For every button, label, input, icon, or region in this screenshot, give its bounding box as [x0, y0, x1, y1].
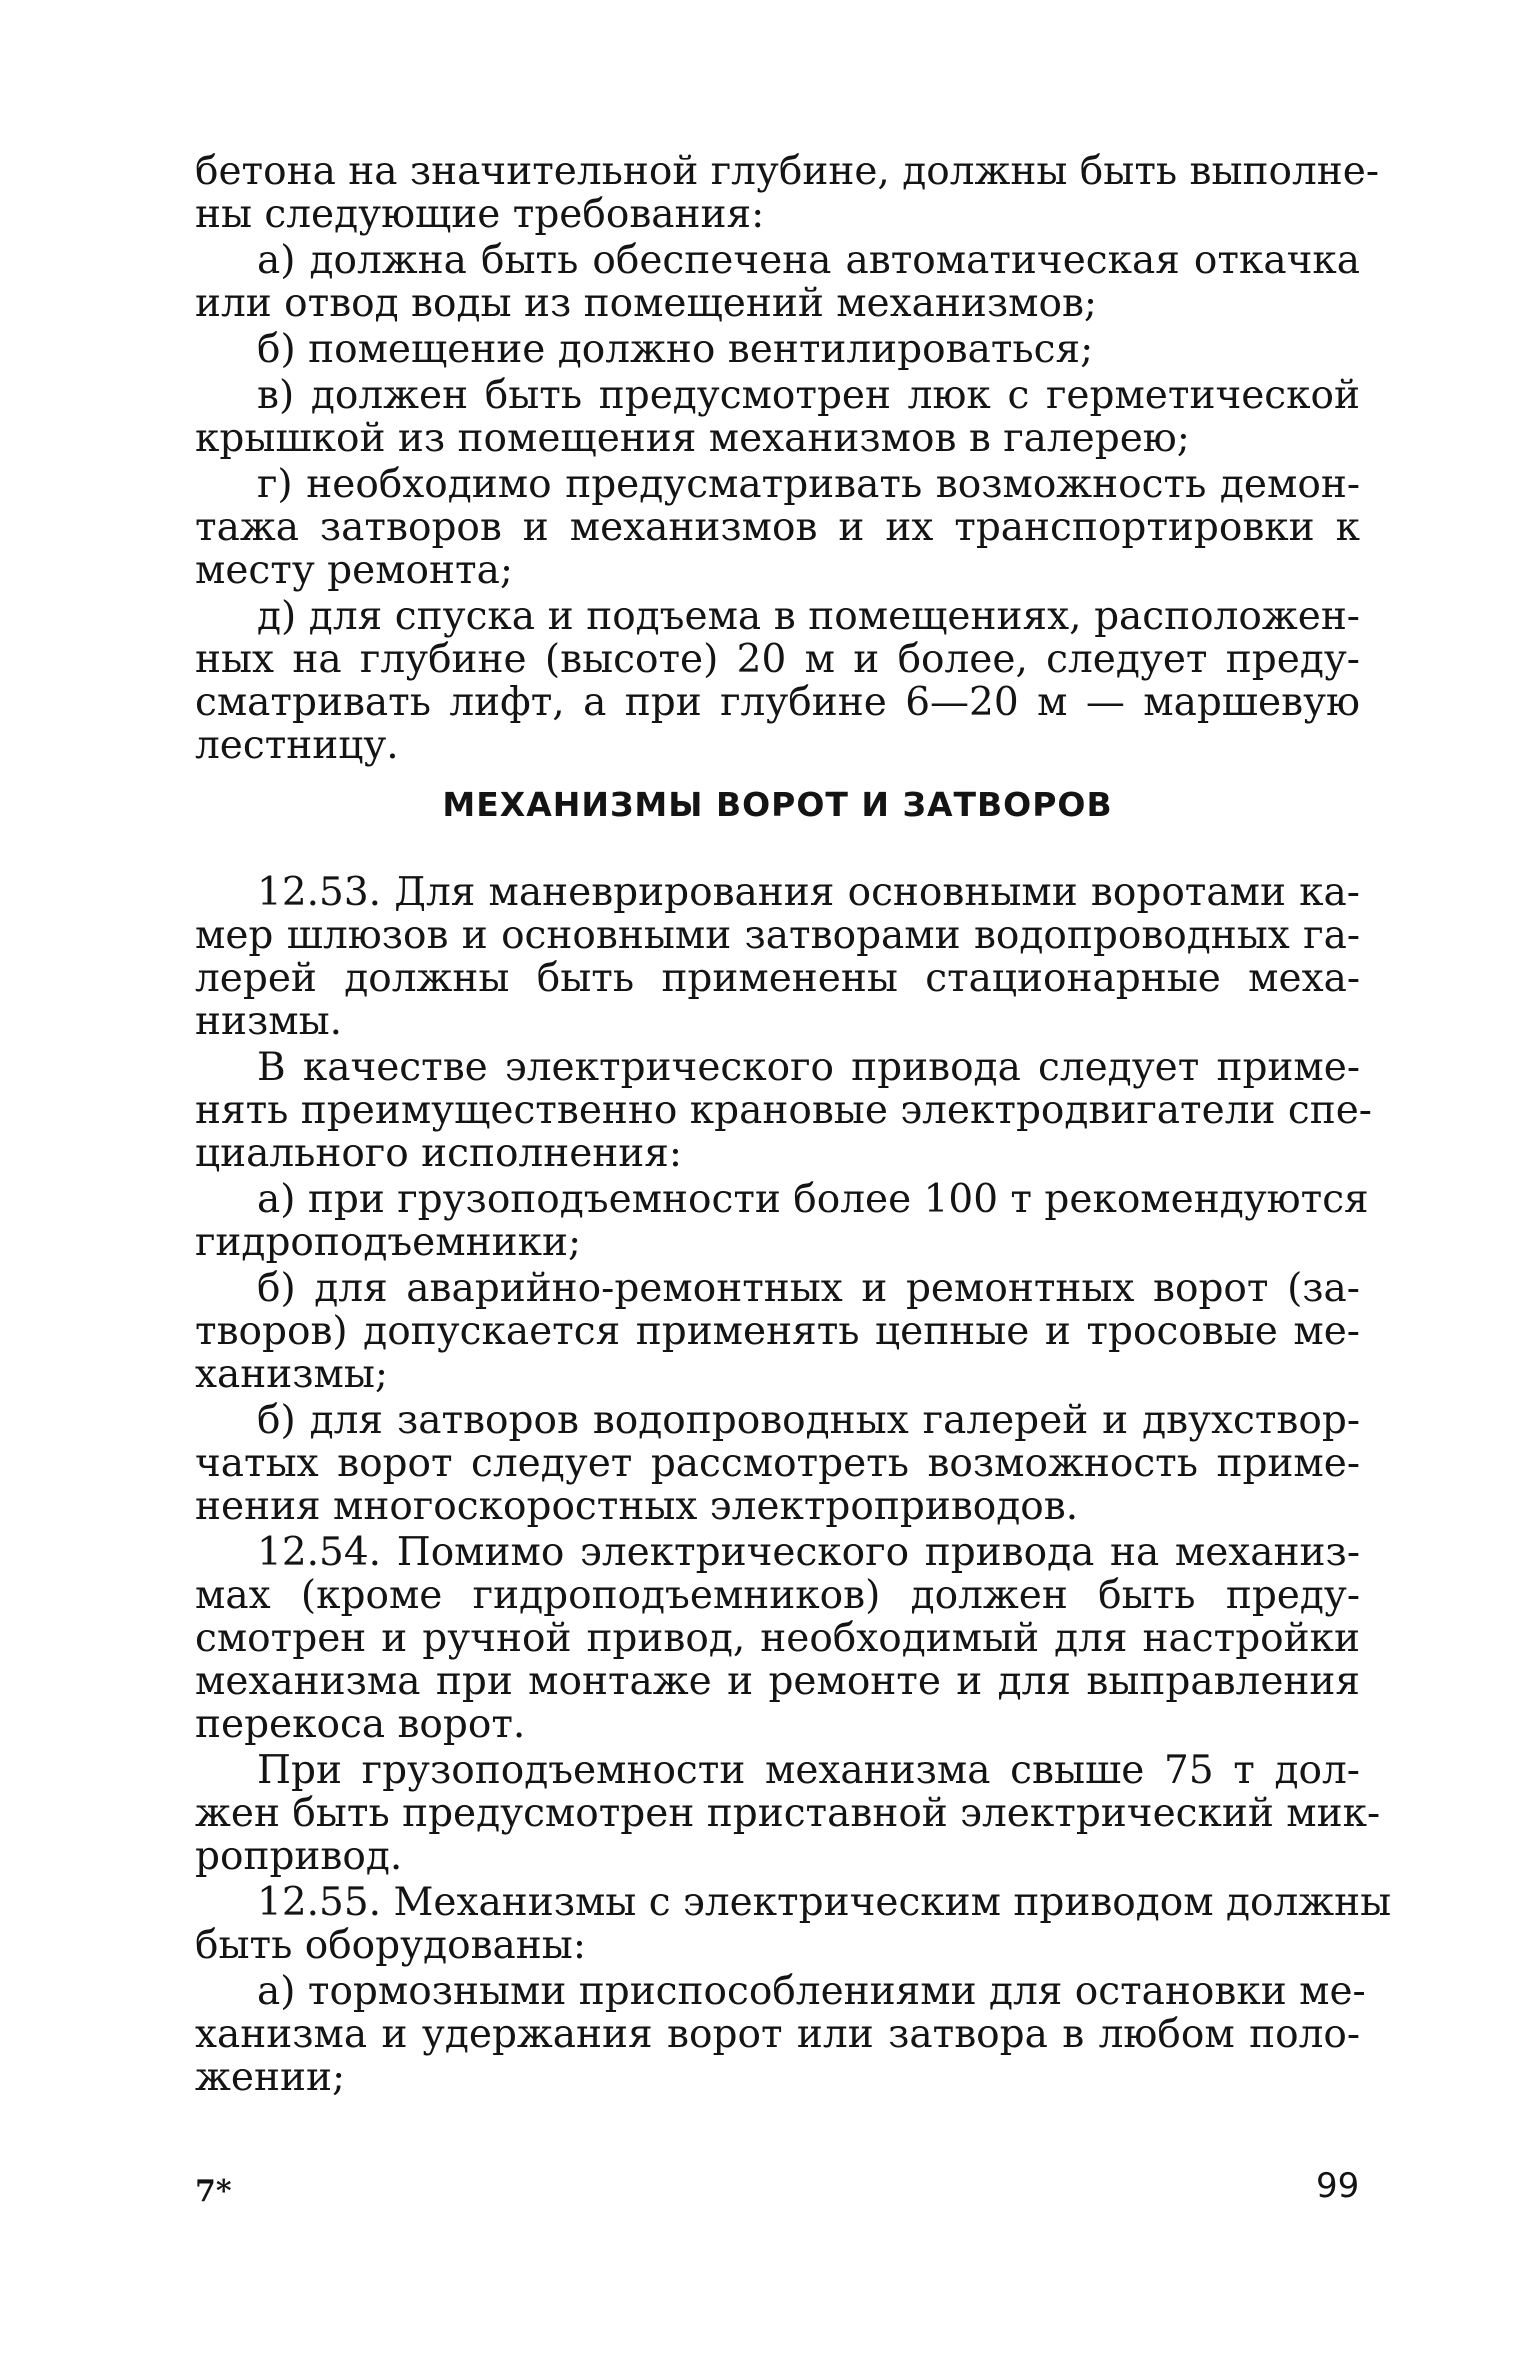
text-line: ны следующие требования:	[195, 192, 765, 237]
text-line: низмы.	[195, 999, 343, 1044]
drive-item-b1	[195, 1267, 1360, 1396]
clause-12-53	[195, 871, 1360, 1043]
text-line: При грузоподъемности механизма свыше 75 т дол-	[257, 1748, 1360, 1793]
text-line: перекоса ворот.	[195, 1702, 526, 1747]
intro-paragraph	[195, 149, 1380, 237]
signature-mark: 7*	[195, 2174, 232, 2209]
text-line: лерей должны быть применены стационарные меха-	[195, 956, 1360, 1001]
text-column	[195, 149, 1392, 2102]
equipment-item-a	[195, 1969, 1366, 2100]
text-line: мах (кроме гидроподъемников) должен быть преду-	[195, 1573, 1360, 1618]
drive-item-b2	[195, 1399, 1360, 1528]
text-line: механизма при монтаже и ремонте и для выправления	[195, 1659, 1360, 1704]
text-line: мер шлюзов и основными затворами водопроводных га-	[195, 913, 1360, 958]
text-line: нять преимущественно крановые электродвигатели спе-	[195, 1088, 1372, 1133]
text-line: тажа затворов и механизмов и их транспортировки к	[195, 505, 1360, 550]
text-line: а) тормозными приспособлениями для остановки ме-	[257, 1969, 1366, 2014]
text-line: д) для спуска и подъема в помещениях, расположен-	[257, 594, 1360, 639]
text-line: месту ремонта;	[195, 548, 513, 593]
text-line: 12.55. Механизмы с электрическим приводом должны	[257, 1880, 1392, 1925]
requirement-a	[195, 239, 1360, 325]
text-line: жении;	[195, 2055, 346, 2100]
text-line: 12.54. Помимо электрического привода на механиз-	[257, 1530, 1360, 1575]
clause-12-54	[195, 1531, 1360, 1746]
micro-drive-paragraph	[195, 1748, 1381, 1879]
section-heading: МЕХАНИЗМЫ ВОРОТ И ЗАТВОРОВ	[442, 785, 1113, 824]
text-line: ропривод.	[195, 1834, 403, 1879]
electric-drive-paragraph	[195, 1045, 1372, 1176]
text-line: гидроподъемники;	[195, 1220, 582, 1265]
drive-item-a	[195, 1177, 1369, 1265]
text-line: циального исполнения:	[195, 1131, 683, 1176]
text-line: в) должен быть предусмотрен люк с герметической	[257, 373, 1360, 418]
text-line: б) для аварийно-ремонтных и ремонтных ворот (за-	[257, 1266, 1360, 1311]
text-line: лестницу.	[195, 723, 399, 768]
requirement-v	[195, 374, 1360, 460]
text-line: а) должна быть обеспечена автоматическая откачка	[257, 238, 1360, 283]
requirement-d	[195, 595, 1360, 767]
text-line: нения многоскоростных электроприводов.	[195, 1484, 1079, 1529]
page-number: 99	[1316, 2166, 1360, 2206]
requirement-g	[195, 463, 1360, 592]
text-line: б) помещение должно вентилироваться;	[257, 327, 1094, 372]
text-line: а) при грузоподъемности более 100 т рекомендуются	[257, 1177, 1369, 1222]
text-line: В качестве электрического привода следует приме-	[257, 1045, 1360, 1090]
text-line: б) для затворов водопроводных галерей и двухствор-	[257, 1398, 1360, 1443]
requirement-b	[195, 328, 1360, 371]
text-line: или отвод воды из помещений механизмов;	[195, 281, 1098, 326]
text-line: 12.53. Для маневрирования основными воротами ка-	[257, 870, 1360, 915]
text-line: ханизма и удержания ворот или затвора в любом поло-	[195, 2012, 1360, 2057]
text-line: сматривать лифт, а при глубине 6—20 м — маршевую	[195, 680, 1360, 725]
text-line: крышкой из помещения механизмов в галерею;	[195, 416, 1190, 461]
text-line: бетона на значительной глубине, должны быть выполне-	[195, 149, 1380, 194]
text-line: г) необходимо предусматривать возможность демон-	[257, 462, 1360, 507]
text-line: смотрен и ручной привод, необходимый для настройки	[195, 1616, 1360, 1661]
text-line: жен быть предусмотрен приставной электрический мик-	[195, 1791, 1381, 1836]
text-line: быть оборудованы:	[195, 1923, 586, 1968]
text-line: чатых ворот следует рассмотреть возможность приме-	[195, 1441, 1360, 1486]
text-line: творов) допускается применять цепные и тросовые ме-	[195, 1309, 1360, 1354]
text-line: ханизмы;	[195, 1352, 389, 1397]
clause-12-55	[195, 1880, 1392, 1968]
text-line: ных на глубине (высоте) 20 м и более, следует преду-	[195, 637, 1360, 682]
